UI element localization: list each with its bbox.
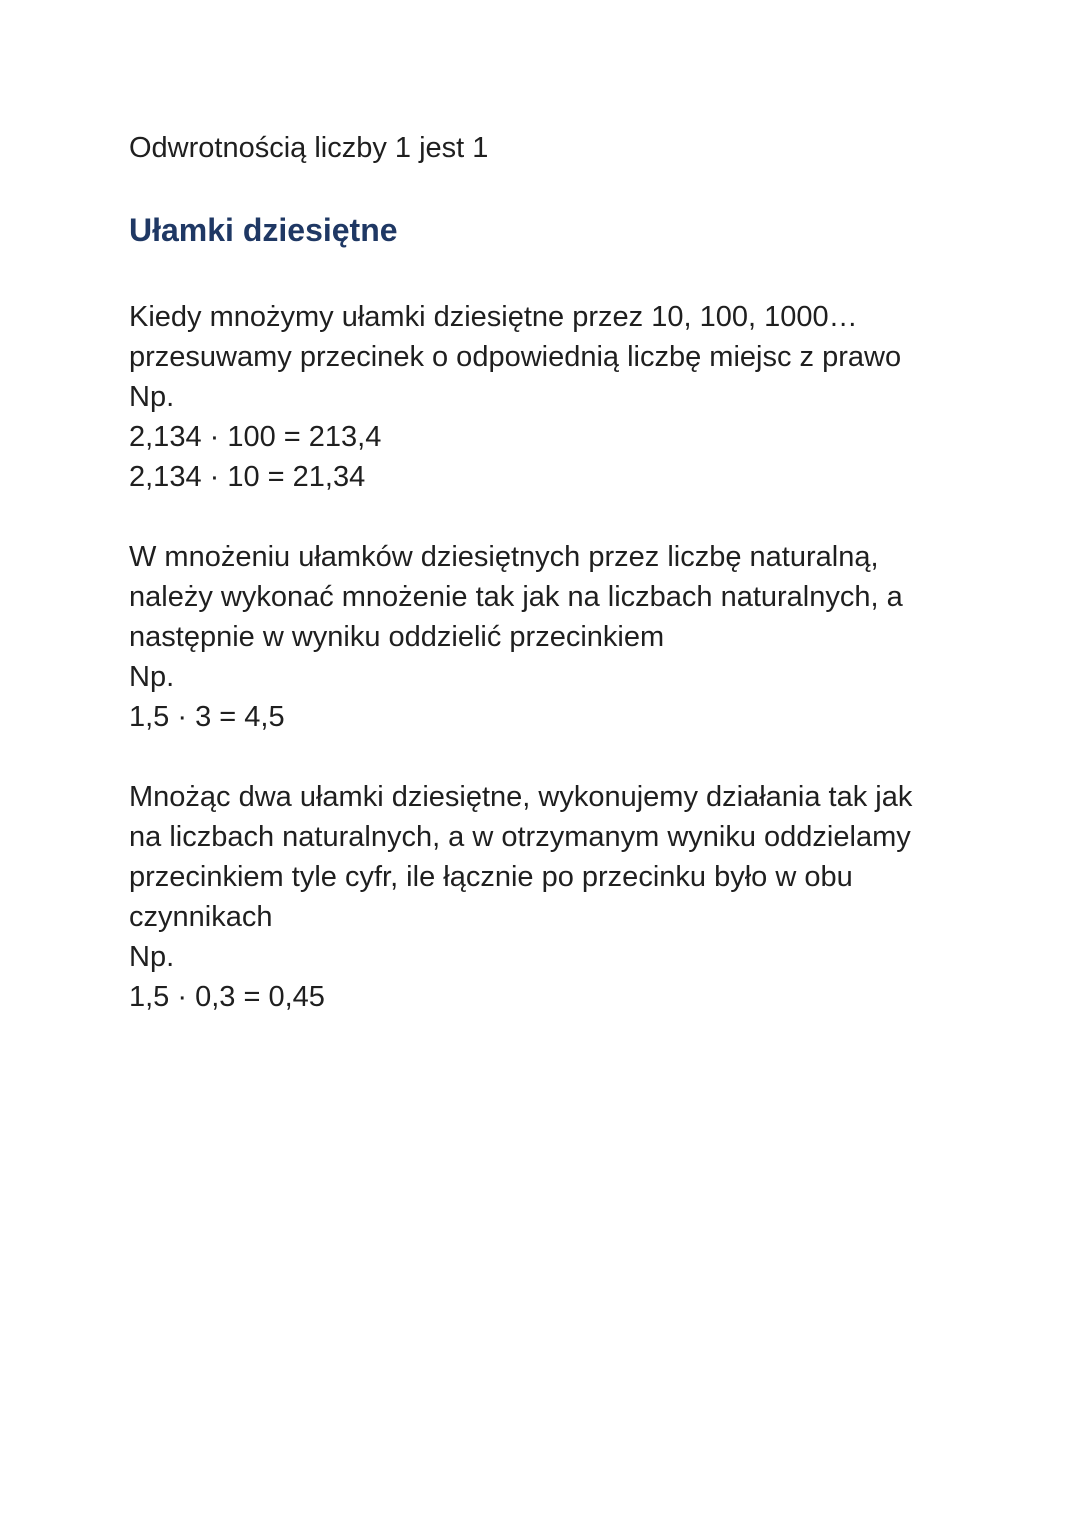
paragraph-multiplying-two-decimals bbox=[129, 777, 989, 1017]
intro-line: Odwrotnością liczby 1 jest 1 bbox=[129, 132, 489, 164]
paragraph-line: przecinkiem tyle cyfr, ile łącznie po przecinku było w obu bbox=[129, 861, 853, 893]
example-label: Np. bbox=[129, 941, 175, 973]
document-content bbox=[129, 128, 989, 1017]
example-equation: 2,134 · 10 = 21,34 bbox=[129, 461, 366, 493]
paragraph-line: W mnożeniu ułamków dziesiętnych przez liczbę naturalną, bbox=[129, 541, 879, 573]
paragraph-line: następnie w wyniku oddzielić przecinkiem bbox=[129, 621, 665, 653]
example-label: Np. bbox=[129, 661, 175, 693]
paragraph-line: czynnikach bbox=[129, 901, 273, 933]
example-equation: 1,5 · 0,3 = 0,45 bbox=[129, 981, 325, 1013]
section-heading: Ułamki dziesiętne bbox=[129, 212, 398, 248]
paragraph-multiplying-by-powers-of-ten bbox=[129, 297, 989, 497]
paragraph-line: Mnożąc dwa ułamki dziesiętne, wykonujemy działania tak jak bbox=[129, 781, 913, 813]
example-equation: 2,134 · 100 = 213,4 bbox=[129, 421, 382, 453]
paragraph-line: Kiedy mnożymy ułamki dziesiętne przez 10, 100, 1000… bbox=[129, 301, 858, 333]
paragraph-multiplying-by-natural-number bbox=[129, 537, 989, 737]
example-equation: 1,5 · 3 = 4,5 bbox=[129, 701, 285, 733]
paragraph-line: na liczbach naturalnych, a w otrzymanym wyniku oddzielamy bbox=[129, 821, 911, 853]
paragraph-line: należy wykonać mnożenie tak jak na liczbach naturalnych, a bbox=[129, 581, 903, 613]
example-label: Np. bbox=[129, 381, 175, 413]
paragraph-line: przesuwamy przecinek o odpowiednią liczbę miejsc z prawo bbox=[129, 341, 902, 373]
